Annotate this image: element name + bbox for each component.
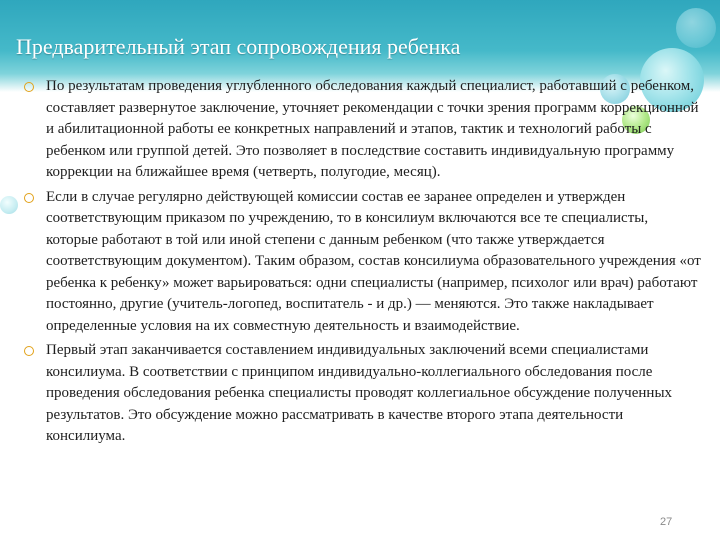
- page-title: Предварительный этап сопровождения ребенка: [16, 34, 461, 59]
- list-item: [22, 340, 702, 448]
- bullet-list: [22, 76, 702, 451]
- decorative-bubble: [676, 8, 716, 48]
- paragraph-text: Первый этап заканчивается составлением индивидуальных заключений всеми специалистами консилиума. В соответствии с принципом индивидуально-коллегиального обследования после проведения обследования ребенка специалисты проводят коллегиальное обсуждение полученных результатов. Это обсуждение можно рассматривать в качестве второго этапа деятельности консилиума.: [46, 342, 673, 444]
- page-number: 27: [660, 516, 673, 528]
- list-item: [22, 187, 702, 338]
- decorative-bubble-left: [0, 196, 18, 214]
- bullet-circle-icon: [24, 82, 34, 92]
- paragraph-text: По результатам проведения углубленного обследования каждый специалист, работавший с ребенком, составляет развернутое заключение, уточняет рекомендации с точки зрения программ коррекционной и абилитационной работы ее конкретных направлений и этапов, тактик и технологий работы с ребенком или группой детей. Это позволяет в последствие составить индивидуальную программу коррекции на ближайшее время (четверть, полугодие, месяц).: [46, 78, 699, 180]
- bullet-circle-icon: [24, 346, 34, 356]
- paragraph-text: Если в случае регулярно действующей комиссии состав ее заранее определен и утвержден соответствующим приказом по учреждению, то в консилиум включаются все те специалисты, которые работают в той или иной степени с данным ребенком (что также утверждается соответствующим документом). Таким образом, состав консилиума образовательного учреждения «от ребенка к ребенку» может варьироваться: одни специалисты (например, психолог или врач) работают постоянно, другие (учитель-логопед, воспитатель - и др.) — меняются. Это также накладывает определенные условия на их совместную деятельность и взаимодействие.: [46, 188, 701, 334]
- bullet-circle-icon: [24, 193, 34, 203]
- list-item: [22, 76, 702, 184]
